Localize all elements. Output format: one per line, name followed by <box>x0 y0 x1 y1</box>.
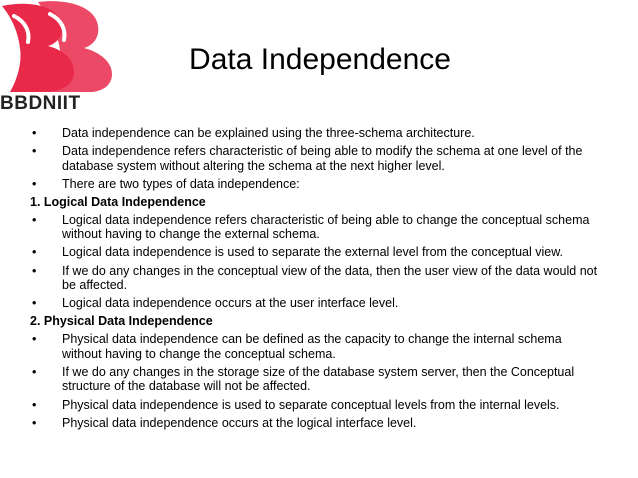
bullet-item <box>30 264 600 293</box>
bullet-item <box>30 416 600 431</box>
bullet-icon: • <box>32 364 37 379</box>
logo-wordmark: BBDNIIT <box>0 93 81 114</box>
bullet-icon: • <box>32 296 37 311</box>
bullet-text: Physical data independence can be defined as the capacity to change the internal schema without having to change the conceptual schema. <box>62 332 562 361</box>
bullet-text: Logical data independence is used to separate the external level from the conceptual view. <box>62 245 564 260</box>
bullet-text: If we do any changes in the storage size of the database system server, then the Conceptual structure of the database will not be affected. <box>62 364 575 394</box>
section-heading-physical: 2. Physical Data Independence <box>30 314 213 329</box>
bullet-text: There are two types of data independence: <box>62 176 300 191</box>
bullet-item <box>30 177 600 192</box>
section-heading-logical: 1. Logical Data Independence <box>30 194 206 209</box>
bullet-item <box>30 144 600 173</box>
bullet-icon: • <box>32 144 37 159</box>
bullet-item <box>30 332 600 361</box>
bullet-icon: • <box>32 245 37 260</box>
bullet-item <box>30 296 600 311</box>
bbdniit-logo-icon <box>0 0 118 92</box>
bullet-icon: • <box>32 332 37 347</box>
bullet-text: Physical data independence is used to separate conceptual levels from the internal levels. <box>62 397 560 412</box>
bullet-text: Logical data independence occurs at the user interface level. <box>62 296 399 311</box>
bullet-text: Data independence can be explained using the three-schema architecture. <box>62 126 475 140</box>
bullet-item <box>30 213 600 242</box>
slide-title: Data Independence <box>189 43 451 76</box>
logo <box>0 0 118 118</box>
bullet-icon: • <box>32 415 37 430</box>
bullet-icon: • <box>32 397 37 412</box>
bullet-text: If we do any changes in the conceptual view of the data, then the user view of the data would not be affected. <box>62 263 598 293</box>
bullet-icon: • <box>32 263 37 278</box>
bullet-icon: • <box>32 212 37 227</box>
bullet-item <box>30 245 600 260</box>
bullet-text: Data independence refers characteristic of being able to modify the schema at one level of the database system without altering the schema at the next higher level. <box>62 144 583 173</box>
bullet-icon: • <box>32 176 37 191</box>
bullet-text: Logical data independence refers characteristic of being able to change the conceptual schema without having to change the external schema. <box>62 212 590 242</box>
bullet-text: Physical data independence occurs at the logical interface level. <box>62 415 417 430</box>
bullet-item <box>30 126 600 141</box>
slide-content <box>30 126 600 434</box>
bullet-icon: • <box>32 126 37 140</box>
bullet-item <box>30 398 600 413</box>
bullet-item <box>30 365 600 394</box>
